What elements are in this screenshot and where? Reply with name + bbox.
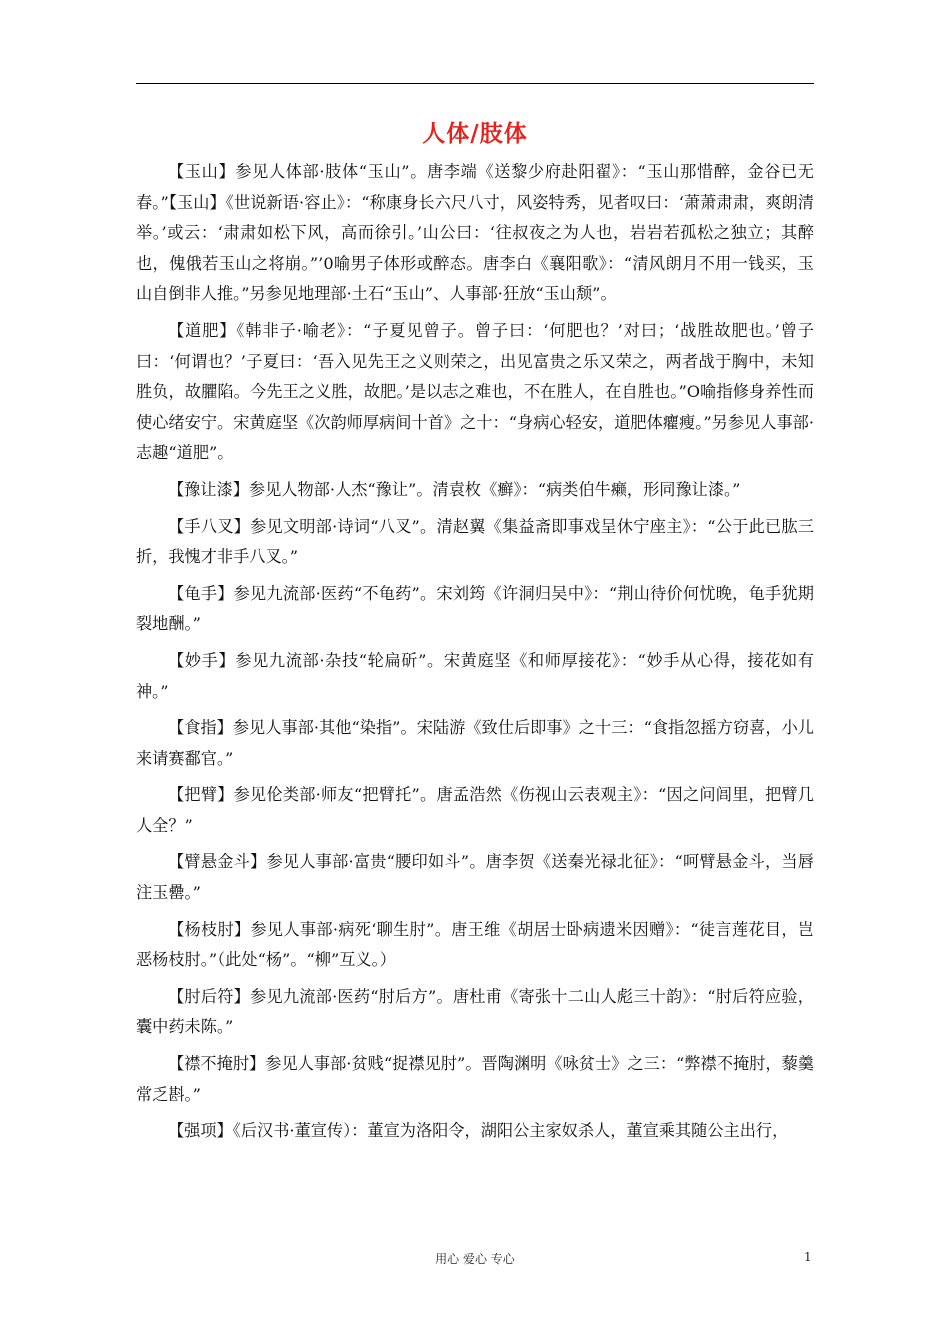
entry-shoubacha: 【手八叉】参见文明部·诗词“八叉”。清赵翼《集益斋即事戏呈休宁座主》：“公于此已肱三折，我愧才非手八叉。” (136, 516, 814, 567)
entry-daofei: 【道肥】《韩非子·喻老》：“子夏见曾子。曾子曰：‘何肥也？’对曰；‘战胜故肥也。’曾子曰：‘何谓也？’子夏曰：‘吾入见先王之义则荣之，出见富贵之乐又荣之，两者战于胸中，未知胜负，故臞陷。今先王之义胜，故肥。’是以志之难也，不在胜人，在自胜也。”O喻指修身养性而使心绪安宁。宋黄庭坚《次韵师厚病间十首》之十：“身病心轻安，道肥体癯瘦。”另参见人事部·志趣“道肥”。 (136, 320, 814, 463)
entry-yangzhizhou: 【杨枝肘】参见人事部·病死‘聊生肘”。唐王维《胡居士卧病遗米因赠》：“徒言莲花目，岂恶杨枝肘。”（此处“杨”。“柳”互义。） (136, 919, 814, 970)
entry-jinbuyanzhou: 【襟不掩肘】参见人事部·贫贱“捉襟见肘”。晋陶渊明《咏贫士》之三：“弊襟不掩肘，藜羹常乏斟。” (136, 1054, 814, 1104)
entry-bixuanjindou: 【臂悬金斗】参见人事部·富贵“腰印如斗”。唐李贺《送秦光禄北征》：“呵臂悬金斗，当唇注玉罍。” (136, 852, 814, 903)
entry-miaoshou: 【妙手】参见九流部·杂技“轮扁斫”。宋黄庭坚《和师厚接花》：“妙手从心得，接花如有神。” (136, 650, 814, 701)
header-rule (136, 83, 814, 84)
page-footer: 用心 爱心 专心 (435, 1252, 515, 1266)
page-number: 1 (804, 1250, 812, 1264)
entry-junshou: 【龟手】参见九流部·医药“不龟药”。宋刘筠《许洞归吴中》：“荆山待价何忧晚，龟手犹期裂地酬。” (136, 583, 814, 634)
entry-yushan: 【玉山】参见人体部·肢体“玉山”。唐李端《送黎少府赴阳翟》：“玉山那惜醉，金谷已无春。”【玉山】《世说新语·容止》：“称康身长六尺八寸，风姿特秀，见者叹曰：‘萧萧肃肃，爽朗清举。’或云：‘肃肃如松下风，高而徐引。’山公曰：‘往叔夜之为人也，岩岩若孤松之独立；其醉也，傀俄若玉山之将崩。”’0喻男子体形或醉态。唐李白《襄阳歌》：“清风朗月不用一钱买，玉山自倒非人推。”另参见地理部·土石“玉山”、人事部·狂放“玉山颓”。 (136, 162, 814, 304)
entry-shizhi: 【食指】参见人事部·其他“染指”。宋陆游《致仕后即事》之十三：“食指忽摇方窃喜，小儿来请赛鄱官。” (136, 718, 814, 768)
page-title: 人体/肢体 (422, 120, 528, 147)
entry-babi: 【把臂】参见伦类部·师友“把臂托”。唐孟浩然《伤视山云表观主》：“因之问闾里，把臂几人全？” (136, 785, 814, 835)
entry-zhouhoufu: 【肘后符】参见九流部·医药“肘后方”。唐杜甫《寄张十二山人彪三十韵》：“肘后符应验，囊中药未陈。” (136, 986, 814, 1037)
document-body (136, 157, 814, 1153)
entry-qiangxiang: 【强项】《后汉书·董宣传）：董宣为洛阳令，湖阳公主家奴杀人，董宣乘其随公主出行， (168, 1121, 789, 1141)
entry-yurangqi: 【豫让漆】参见人物部·人杰“豫让”。清袁枚《癣》：“病类伯牛癞，形同豫让漆。” (168, 479, 741, 499)
